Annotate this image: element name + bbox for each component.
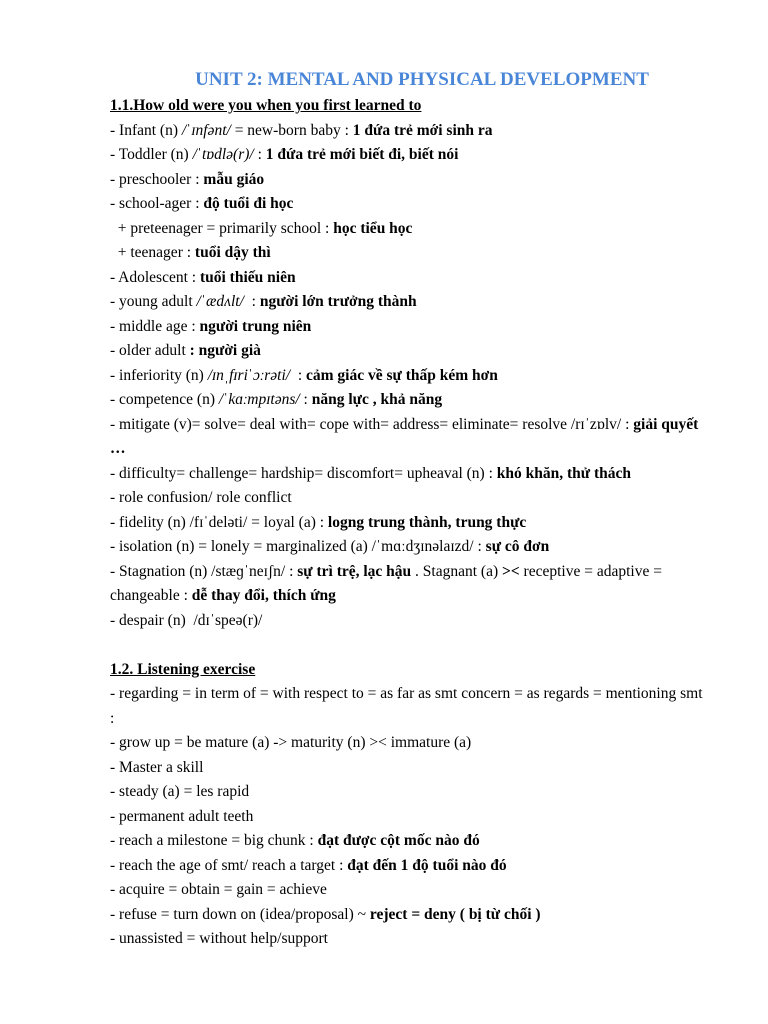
vocab-text: - older adult [110, 342, 190, 359]
vocab-line [110, 241, 710, 266]
vocab-text: - regarding = in term of = with respect to = as far as smt concern = as regards = mentioning smt : [110, 685, 707, 727]
vocab-text: - fidelity (n) /fɪˈdeləti/ = loyal (a) : [110, 513, 328, 531]
vocab-line [110, 854, 710, 879]
vocab-line [110, 682, 710, 731]
vocab-line [110, 780, 710, 805]
vocab-text: : [253, 146, 266, 163]
vocab-text: - middle age : [110, 317, 200, 335]
vocab-translation: đạt được cột mốc nào đó [317, 832, 480, 849]
vocab-text: - acquire = obtain = gain = achieve [110, 881, 327, 898]
section-1-heading: 1.1.How old were you when you first learned to [110, 97, 422, 114]
vocab-translation: 1 đứa trẻ mới sinh ra [352, 121, 493, 139]
vocab-text: - preschooler : [110, 170, 204, 188]
vocab-translation: cảm giác về sự thấp kém hơn [306, 366, 498, 384]
vocab-text: + teenager : [110, 244, 195, 261]
vocab-translation: reject = deny ( bị từ chối ) [369, 905, 541, 923]
vocab-translation: sự cô đơn [485, 538, 550, 555]
vocab-translation: khó khăn, thử thách [496, 464, 631, 482]
vocab-text: - unassisted = without help/support [110, 930, 328, 947]
vocab-text: - permanent adult teeth [110, 807, 254, 825]
spacer [110, 633, 710, 658]
vocab-text: - young adult [110, 293, 197, 310]
vocab-text: - grow up = be mature (a) -> maturity (n) >< immature (a) [110, 734, 472, 751]
vocab-line [110, 290, 710, 315]
vocab-text: - refuse = turn down on (idea/proposal) ~ [110, 905, 370, 923]
vocab-line [110, 609, 710, 634]
vocab-translation: sự trì trệ, lạc hậu [297, 562, 412, 580]
document-page [110, 66, 710, 952]
vocab-text: - despair (n) /dɪˈspeə(r)/ [110, 611, 263, 629]
vocab-text: : [299, 391, 312, 408]
vocab-line [110, 266, 710, 291]
vocab-line [110, 364, 710, 389]
vocab-text: . Stagnant (a) [411, 562, 502, 580]
vocab-text: : [290, 366, 307, 384]
vocab-translation: logng trung thành, trung thực [327, 513, 527, 531]
vocab-line [110, 805, 710, 830]
vocab-text: : [243, 293, 260, 310]
vocab-pronunciation: /ˈædʌlt/ [196, 293, 244, 310]
vocab-translation: dễ thay đổi, thích ứng [191, 587, 336, 604]
vocab-text: receptive = adaptive = changeable : [110, 562, 666, 604]
vocab-translation: độ tuổi đi học [203, 195, 294, 212]
section-1-vocab-list [110, 119, 710, 634]
vocab-text: - Infant (n) [110, 121, 182, 139]
vocab-line [110, 413, 710, 462]
vocab-line [110, 315, 710, 340]
vocab-line [110, 119, 710, 144]
vocab-text: - Toddler (n) [110, 146, 193, 163]
vocab-translation: người trung niên [199, 317, 312, 335]
vocab-line [110, 462, 710, 487]
vocab-text: - competence (n) [110, 391, 219, 408]
vocab-translation: mẫu giáo [203, 170, 265, 188]
vocab-text: - inferiority (n) [110, 366, 208, 384]
vocab-pronunciation: /ˈɪnfənt/ [181, 121, 231, 139]
vocab-translation: người lớn trưởng thành [259, 293, 417, 310]
vocab-text: - Adolescent : [110, 268, 200, 286]
vocab-translation: >< [502, 562, 520, 580]
vocab-text: - mitigate (v)= solve= deal with= cope with= address= eliminate= resolve /rɪˈzɒlv/ : [110, 415, 634, 433]
vocab-pronunciation: /ɪnˌfɪriˈɔːrəti/ [207, 366, 291, 384]
vocab-text: - isolation (n) = lonely = marginalized (a) /ˈmɑːdʒɪnəlaɪzd/ : [110, 538, 486, 555]
vocab-pronunciation: /ˈkɑːmpɪtəns/ [218, 391, 300, 408]
vocab-translation: tuổi thiếu niên [199, 268, 296, 286]
vocab-line [110, 511, 710, 536]
document-title: UNIT 2: MENTAL AND PHYSICAL DEVELOPMENT [195, 69, 649, 90]
section-2-heading: 1.2. Listening exercise [110, 660, 256, 678]
section-2-vocab-list [110, 682, 710, 952]
vocab-text: - difficulty= challenge= hardship= discomfort= upheaval (n) : [110, 464, 497, 482]
vocab-text: - role confusion/ role conflict [110, 489, 292, 506]
vocab-text: - steady (a) = les rapid [110, 783, 250, 800]
vocab-text: - reach a milestone = big chunk : [110, 832, 318, 849]
vocab-line [110, 217, 710, 242]
vocab-line [110, 731, 710, 756]
vocab-text: + preteenager = primarily school : [110, 219, 334, 237]
vocab-line [110, 829, 710, 854]
vocab-translation: giải quyết … [110, 415, 703, 457]
vocab-text: - school-ager : [110, 195, 204, 212]
vocab-line [110, 143, 710, 168]
vocab-text: - Master a skill [110, 758, 204, 776]
vocab-line [110, 192, 710, 217]
vocab-text: - reach the age of smt/ reach a target : [110, 856, 348, 874]
vocab-line [110, 560, 710, 609]
vocab-line [110, 168, 710, 193]
vocab-translation: đạt đến 1 độ tuổi nào đó [347, 856, 507, 874]
vocab-text: = new-born baby : [230, 121, 353, 139]
vocab-line [110, 903, 710, 928]
vocab-line [110, 878, 710, 903]
vocab-pronunciation: /ˈtɒdlə(r)/ [192, 146, 254, 163]
vocab-text: - Stagnation (n) /stæɡˈneɪʃn/ : [110, 562, 298, 580]
vocab-line [110, 535, 710, 560]
vocab-line [110, 388, 710, 413]
vocab-translation: năng lực , khả năng [311, 391, 443, 408]
vocab-line [110, 339, 710, 364]
vocab-translation: : người già [189, 342, 261, 359]
vocab-translation: tuổi dậy thì [194, 244, 271, 261]
vocab-line [110, 756, 710, 781]
vocab-translation: học tiểu học [333, 219, 413, 237]
vocab-line [110, 927, 710, 952]
vocab-translation: 1 đứa trẻ mới biết đi, biết nói [265, 146, 459, 163]
vocab-line [110, 486, 710, 511]
